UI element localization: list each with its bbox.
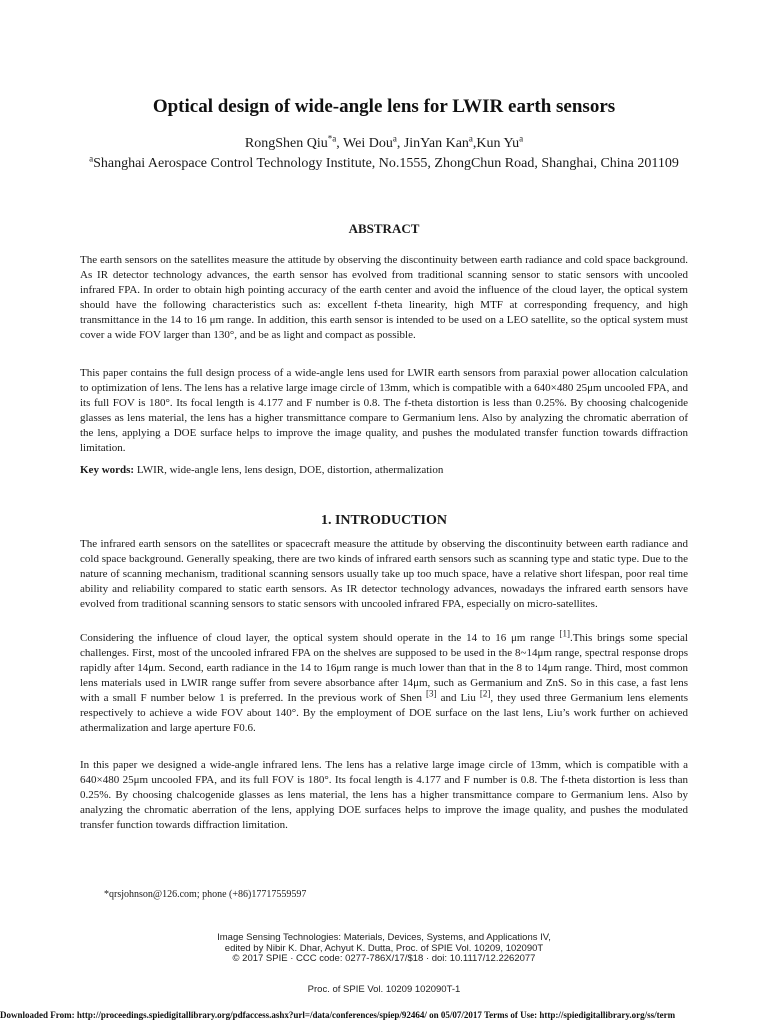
abstract-heading: ABSTRACT <box>348 221 420 236</box>
intro-paragraph: In this paper we designed a wide-angle infrared lens. The lens has a relative large image circle of 13mm, which is compatible with a 640×480 25μm uncooled FPA, and its full FOV is 180°. Its focal length is 4.177 and F number is 0.8. The f-theta distortion is less than 0.25%. By choosing chalcogenide glasses as lens material, the lens has a higher transmittance compare to Germanium lens. Also by analyzing the chromatic aberration of the lens, applying DOE surfaces helps to improve the image quality, and pushes the modulated transfer function towards diffraction limitation. <box>80 759 688 831</box>
author-superscript: *a <box>327 133 337 144</box>
author-list: RongShen Qiu$^{*a}$, Wei Dou$^a$, JinYan Kan$^a$,Kun Yu$^a$ <box>244 133 524 151</box>
affiliation-superscript: a <box>89 153 94 164</box>
corresponding-author-footnote: *qrsjohnson@126.com; phone (+86)17717559597 <box>104 889 307 900</box>
citation-link[interactable]: [3] <box>426 688 437 699</box>
journal-line: Image Sensing Technologies: Materials, Devices, Systems, and Applications IV, <box>217 932 551 943</box>
author-name: Kun Yu <box>476 136 520 151</box>
intro-paragraph: The infrared earth sensors on the satellites or spacecraft measure the attitude by observing the discontinuity between earth radiance and cold space background. Generally speaking, there are two kinds of infrared earth sensors such as scanning type and static type. Due to the nature of scanning mechanism, traditional scanning sensors usually take up too much space, have a relative short lifespan, poor real time ability and reliability compared to static earth sensors. As IR detector technology advances, nowadays the infrared earth sensors have evolved from traditional scanning sensors to static sensors with uncooled infrared FPA, especially on micro-satellites. <box>80 538 688 610</box>
author-superscript: a <box>392 133 397 144</box>
paragraph-text: .This brings some special challenges. First, most of the uncooled infrared FPA on the shelves are supposed to be used in the 8~14μm range, spectral response drops rapidly after 14μm. Second, earth radiance in the 14 to 16μm range is much lower than that in the 8 to 14μm range. Third, most common lens materials used in LWIR range suffer from severe absorbance after 14μm, such as Germanium and ZnS. So in this case, a fast lens with a small F number below 1 is preferred. In the previous work of Shen <box>80 632 688 704</box>
author-name: JinYan Kan <box>403 136 469 151</box>
journal-line: edited by Nibir K. Dhar, Achyut K. Dutta, Proc. of SPIE Vol. 10209, 102090T <box>224 942 544 954</box>
paragraph-text: , they used three Germanium lens elements respectively to achieve a wide FOV about 140°. By the employment of DOE surface on the last lens, Liu’s work further on achieved athermalization and large aperture F0.6. <box>80 692 688 734</box>
abstract-paragraph: This paper contains the full design process of a wide-angle lens used for LWIR earth sensors from paraxial power allocation calculation to optimization of lens. The lens has a relative large image circle of 13mm, which is compatible with a 640×480 25μm uncooled FPA, and its full FOV is 180°. Its focal length is 4.177 and F number is 0.8. The f-theta distortion is less than 0.25%. By choosing chalcogenide glasses as lens material, the lens has a higher transmittance compare to Germanium lens. Also by analyzing the chromatic aberration of the lens, applying a DOE surface helps to improve the image quality, and pushes the modulated transfer function towards diffraction limitation. <box>80 367 688 454</box>
affiliation-text: Shanghai Aerospace Control Technology Institute, No.1555, ZhongChun Road, Shanghai, China 201109 <box>93 156 679 171</box>
download-footer: Downloaded From: http://proceedings.spiedigitallibrary.org/pdfaccess.ashx?url=/data/conferences/spiep/92464/ on 05/07/2017 Terms of Use: http://spiedigitallibrary.org/ss/term <box>0 1010 676 1020</box>
page-number: Proc. of SPIE Vol. 10209 102090T-1 <box>307 984 461 995</box>
author-superscript: a <box>468 133 473 144</box>
keywords-label: Key words: <box>80 464 135 476</box>
paper-title: Optical design of wide-angle lens for LWIR earth sensors <box>152 96 616 117</box>
intro-paragraph <box>80 628 688 736</box>
keywords-line <box>80 464 688 476</box>
paragraph-text: Considering the influence of cloud layer, the optical system should operate in the 14 to 16 μm range <box>80 632 560 644</box>
author-name: Wei Dou <box>343 136 393 151</box>
author-affiliation <box>60 155 708 173</box>
keywords-text: LWIR, wide-angle lens, lens design, DOE, distortion, athermalization <box>136 464 444 476</box>
author-superscript: a <box>519 133 524 144</box>
author-name: RongShen Qiu <box>244 136 328 151</box>
citation-link[interactable]: [1] <box>559 628 571 639</box>
introduction-heading: 1. INTRODUCTION <box>320 513 447 528</box>
journal-line: © 2017 SPIE · CCC code: 0277-786X/17/$18 · doi: 10.1117/12.2262077 <box>232 953 536 964</box>
abstract-paragraph: The earth sensors on the satellites measure the attitude by observing the discontinuity between earth radiance and cold space background. As IR detector technology advances, the earth sensor has evolved from traditional scanning sensor to static sensors with uncooled infrared FPA. In order to obtain high pointing accuracy of the earth center and avoid the influence of the cloud layer, the optical system should have the following characteristics such as: excellent f-theta linearity, high MTF at corresponding frequency, and high transmittance in the 14 to 16 μm range. In addition, this earth sensor is intended to be used on a LEO satellite, so the optical system must cover a wide FOV larger than 130°, and be as light and compact as possible. <box>80 254 688 341</box>
citation-link[interactable]: [2] <box>479 688 491 699</box>
journal-citation-block <box>0 933 768 965</box>
paragraph-text: and Liu <box>436 692 480 704</box>
